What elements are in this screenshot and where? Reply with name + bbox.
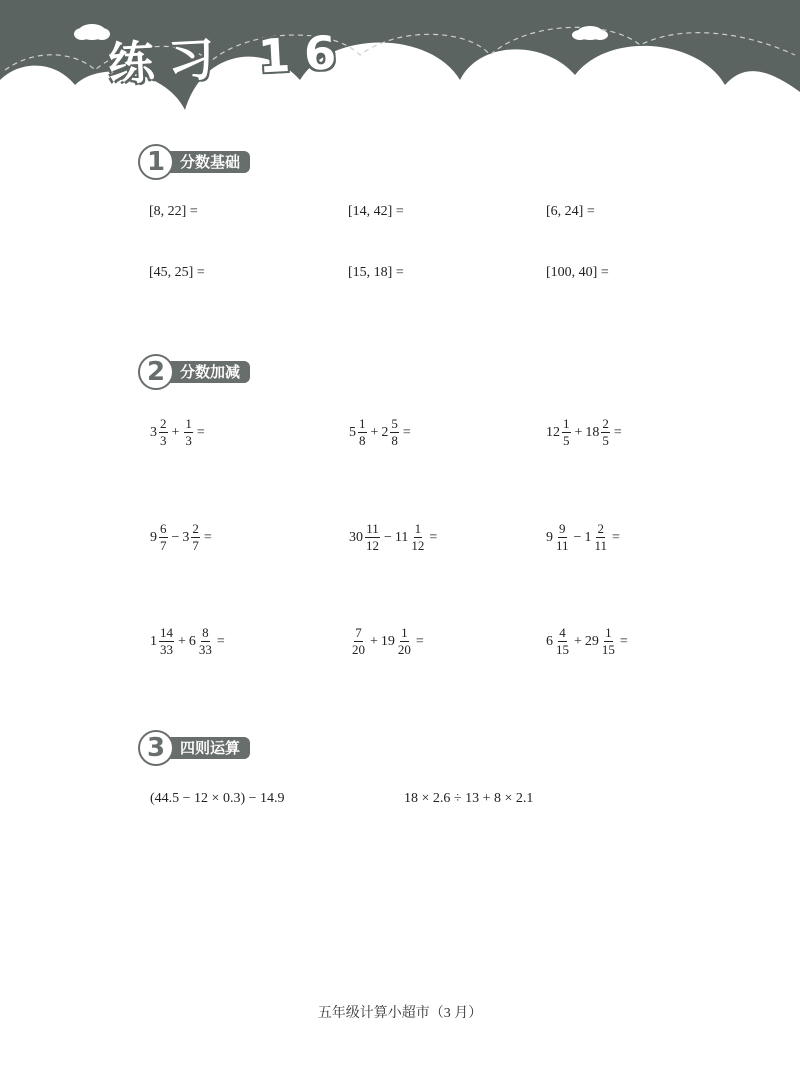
section-title: 分数基础 [158,151,250,173]
section-header-3 [138,731,250,765]
arithmetic-problem: 18 × 2.6 ÷ 13 + 8 × 2.1 [404,791,534,806]
fraction-problem: 1 $\frac{14}{33}$ + 6 $\frac{8}{33}$ = [150,625,225,657]
page-header [0,0,800,150]
fraction-problem: $\frac{7}{20}$ + 19 $\frac{1}{20}$ = [352,625,424,657]
section-header-2 [138,355,250,389]
lcm-problem: [8, 22] = [149,204,198,219]
fraction-problem: 3 $\frac{2}{3}$ + $\frac{1}{3}$ = [150,416,205,448]
fraction-problem: 9 $\frac{9}{11}$ − 1 $\frac{2}{11}$ = [546,521,620,553]
fraction-problem: 9 $\frac{6}{7}$ − 3 $\frac{2}{7}$ = [150,521,212,553]
fraction-problem: 5 $\frac{1}{8}$ + 2 $\frac{5}{8}$ = [349,416,411,448]
lcm-problem: [100, 40] = [546,265,609,280]
lcm-problem: [6, 24] = [546,204,595,219]
section-number-badge: 1 [138,144,174,180]
section-title: 分数加减 [158,361,250,383]
page-title: 练习 16 [106,24,352,92]
lcm-problem: [15, 18] = [348,265,404,280]
lcm-problem: [45, 25] = [149,265,205,280]
lcm-problem: [14, 42] = [348,204,404,219]
fraction-problem: 30 $\frac{11}{12}$ − 11 $\frac{1}{12}$ = [349,521,438,553]
arithmetic-problem: (44.5 − 12 × 0.3) − 14.9 [150,791,285,806]
fraction-problem: 12 $\frac{1}{5}$ + 18 $\frac{2}{5}$ = [546,416,622,448]
section-number-badge: 2 [138,354,174,390]
section-number-badge: 3 [138,730,174,766]
section-title: 四则运算 [158,737,250,759]
section-header-1 [138,145,250,179]
fraction-problem: 6 $\frac{4}{15}$ + 29 $\frac{1}{15}$ = [546,625,628,657]
page-footer: 五年级计算小超市（3 月） [317,1006,483,1021]
